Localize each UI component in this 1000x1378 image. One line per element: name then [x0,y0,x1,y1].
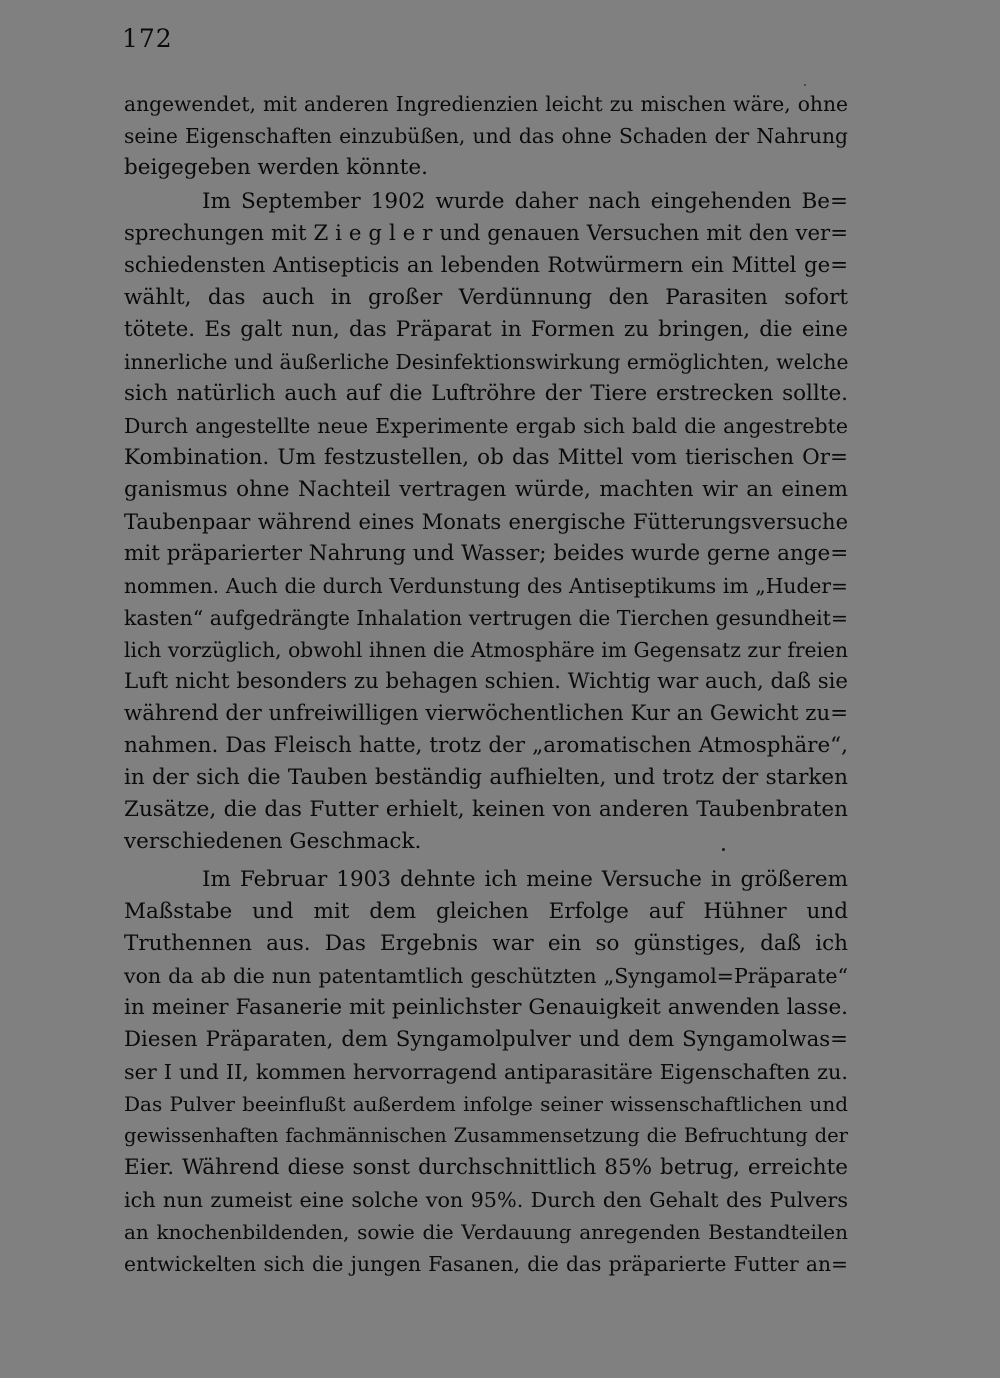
text-line: seine Eigenschaften einzubüßen, und das ohne Schaden der Nahrung [124,124,848,148]
text-line: entwickelten sich die jungen Fasanen, die das präparierte Futter an= [124,1252,848,1276]
text-line: nahmen. Das Fleisch hatte, trotz der „aromatischen Atmosphäre“, [124,733,848,758]
text-line: schiedensten Antisepticis an lebenden Rotwürmern ein Mittel ge= [124,253,848,278]
text-line: Durch angestellte neue Experimente ergab sich bald die angestrebte [124,414,848,438]
page-number: 172 [122,24,173,53]
paragraph-start-line: Im Februar 1903 dehnte ich meine Versuche in größerem [202,867,848,892]
text-line: von da ab die nun patentamtlich geschützten „Syngamol=Präparate“ [124,964,848,988]
speck-mark [804,84,806,86]
text-line: in meiner Fasanerie mit peinlichster Genauigkeit anwenden lasse. [124,995,848,1020]
text-line: lich vorzüglich, obwohl ihnen die Atmosphäre im Gegensatz zur freien [124,638,848,662]
text-line: Zusätze, die das Futter erhielt, keinen von anderen Taubenbraten [124,797,848,822]
text-line: sprechungen mit Z i e g l e r und genauen Versuchen mit den ver= [124,221,848,246]
text-line: Maßstabe und mit dem gleichen Erfolge auf Hühner und [124,899,848,924]
text-line: Taubenpaar während eines Monats energische Fütterungsversuche [124,510,848,534]
text-line: Kombination. Um festzustellen, ob das Mittel vom tierischen Or= [124,445,848,470]
text-line: innerliche und äußerliche Desinfektionswirkung ermöglichten, welche [124,350,849,374]
text-line: angewendet, mit anderen Ingredienzien leicht zu mischen wäre, ohne [124,92,848,116]
text-line: in der sich die Tauben beständig aufhielten, und trotz der starken [124,765,848,790]
text-line: kasten“ aufgedrängte Inhalation vertrugen die Tierchen gesundheit= [124,606,849,630]
text-line: wählt, das auch in großer Verdünnung den Parasiten sofort [124,285,848,310]
text-line: Eier. Während diese sonst durchschnittlich 85% betrug, erreichte [124,1155,848,1180]
text-line: mit präparierter Nahrung und Wasser; beides wurde gerne ange= [124,541,849,566]
text-line: gewissenhaften fachmännischen Zusammensetzung die Befruchtung der [124,1124,848,1147]
speck-mark [722,848,725,851]
text-line: Das Pulver beeinflußt außerdem infolge seiner wissenschaftlichen und [124,1092,848,1116]
text-line: Diesen Präparaten, dem Syngamolpulver und dem Syngamolwas= [124,1027,848,1052]
text-line: ganismus ohne Nachteil vertragen würde, machten wir an einem [124,477,848,502]
text-line: Truthennen aus. Das Ergebnis war ein so günstiges, daß ich [124,931,848,956]
text-line: beigegeben werden könnte. [124,155,428,180]
text-line: ser I und II, kommen hervorragend antiparasitäre Eigenschaften zu. [124,1060,848,1084]
text-line: sich natürlich auch auf die Luftröhre der Tiere erstrecken sollte. [124,381,848,406]
text-line: ich nun zumeist eine solche von 95%. Durch den Gehalt des Pulvers [124,1188,848,1212]
text-line: an knochenbildenden, sowie die Verdauung anregenden Bestandteilen [124,1220,848,1244]
paragraph-start-line: Im September 1902 wurde daher nach eingehenden Be= [202,189,848,214]
text-line: nommen. Auch die durch Verdunstung des Antiseptikums im „Huder= [124,574,848,598]
text-line: tötete. Es galt nun, das Präparat in Formen zu bringen, die eine [124,317,848,342]
text-line: Luft nicht besonders zu behagen schien. Wichtig war auch, daß sie [124,669,848,694]
text-line: während der unfreiwilligen vierwöchentlichen Kur an Gewicht zu= [124,701,848,726]
text-line: verschiedenen Geschmack. [124,829,422,854]
